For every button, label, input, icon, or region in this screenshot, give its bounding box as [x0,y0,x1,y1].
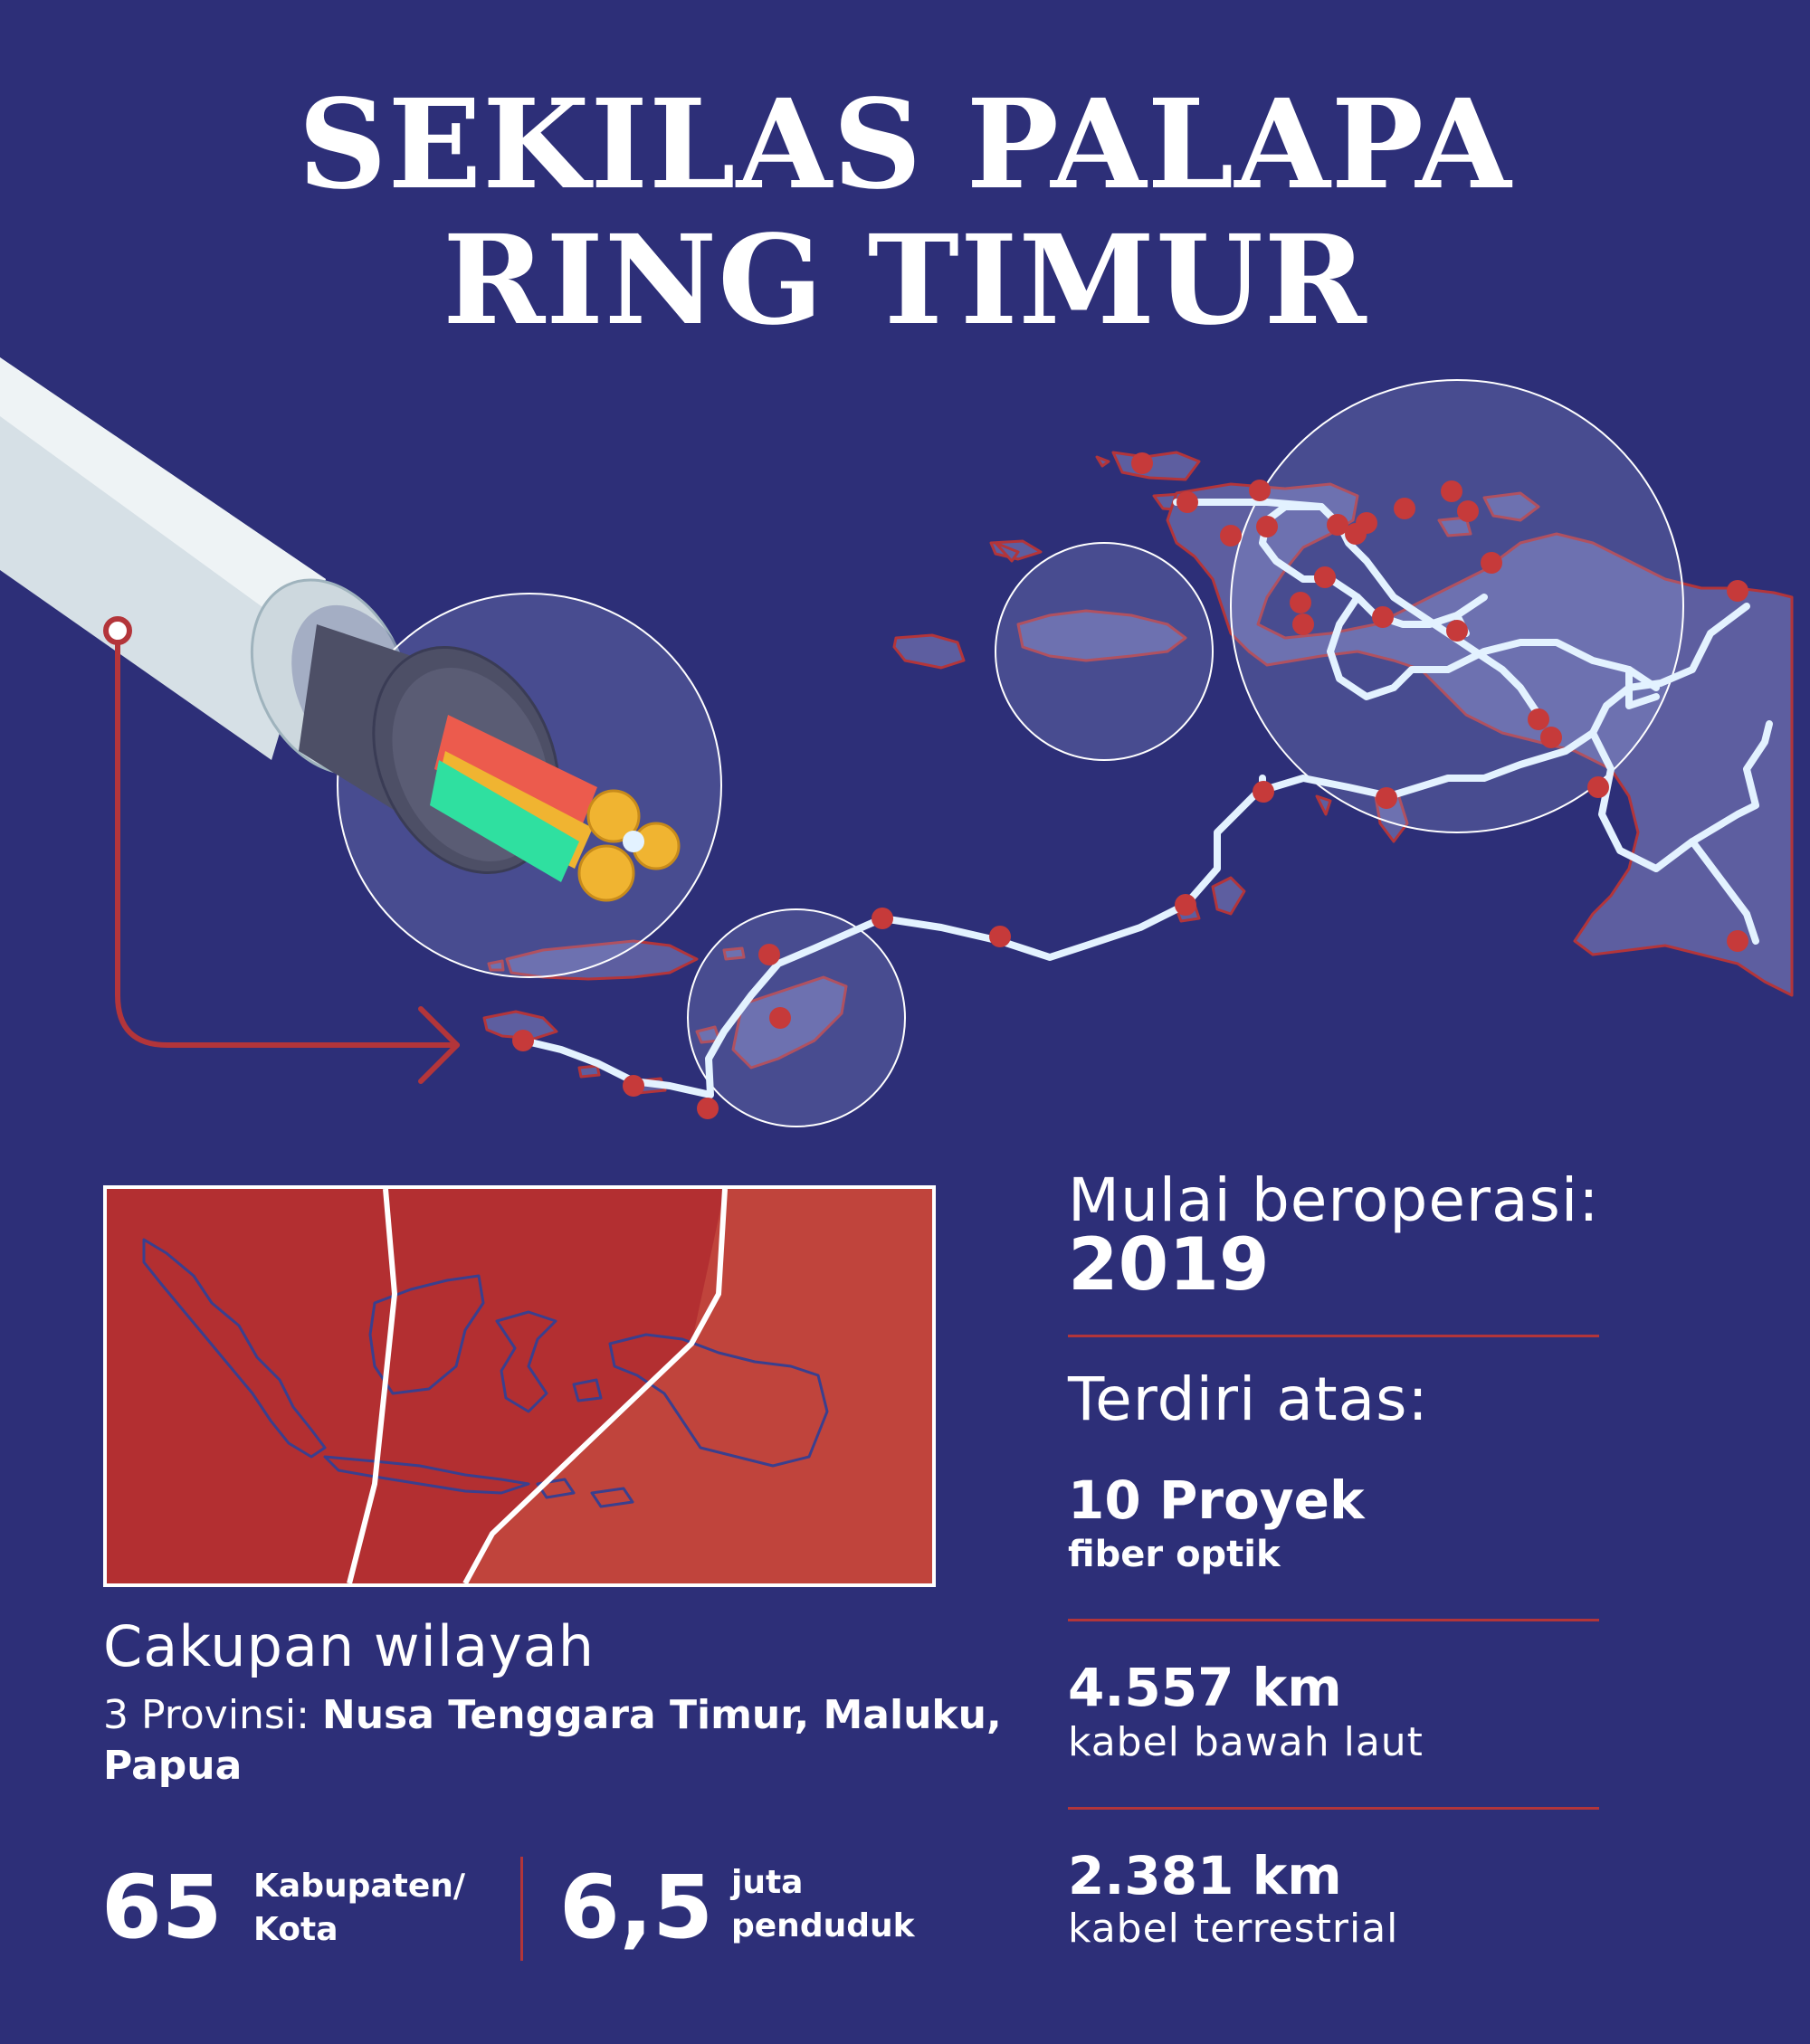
operation-label: Mulai beroperasi: [1068,1165,1600,1235]
coverage-map [103,1185,936,1587]
composition-item-value: 10 Proyek [1068,1469,1365,1531]
regencies-label-line2: Kota [253,1911,338,1948]
population-label-line2: penduduk [731,1907,915,1944]
divider-1 [1068,1335,1599,1337]
regencies-count: 65 [101,1857,223,1958]
regencies-label-line1: Kabupaten/ [253,1868,466,1905]
population-count: 6,5 [559,1857,714,1958]
composition-item-desc: kabel terrestrial [1068,1906,1399,1952]
title-line-1: SEKILAS PALAPA [298,72,1512,217]
coverage-title: Cakupan wilayah [103,1613,595,1679]
composition-label: Terdiri atas: [1068,1364,1429,1434]
provinces-prefix: 3 Provinsi: [103,1692,322,1738]
composition-item-value: 4.557 km [1068,1657,1342,1718]
population-label-line1: juta [731,1864,804,1901]
cable-icon [0,357,721,977]
divider-2 [1068,1619,1599,1621]
count-separator [520,1857,523,1961]
composition-item-value: 2.381 km [1068,1845,1342,1906]
composition-item-desc: kabel bawah laut [1068,1719,1424,1765]
operation-year: 2019 [1068,1222,1270,1307]
divider-3 [1068,1807,1599,1810]
composition-item-desc: fiber optik [1068,1534,1281,1575]
coverage-section [103,1612,1008,1792]
title-line-2: RING TIMUR [443,208,1367,353]
coverage-provinces [103,1690,1008,1792]
provinces-list: Nusa Tenggara Timur, Maluku, Papua [103,1692,1002,1789]
